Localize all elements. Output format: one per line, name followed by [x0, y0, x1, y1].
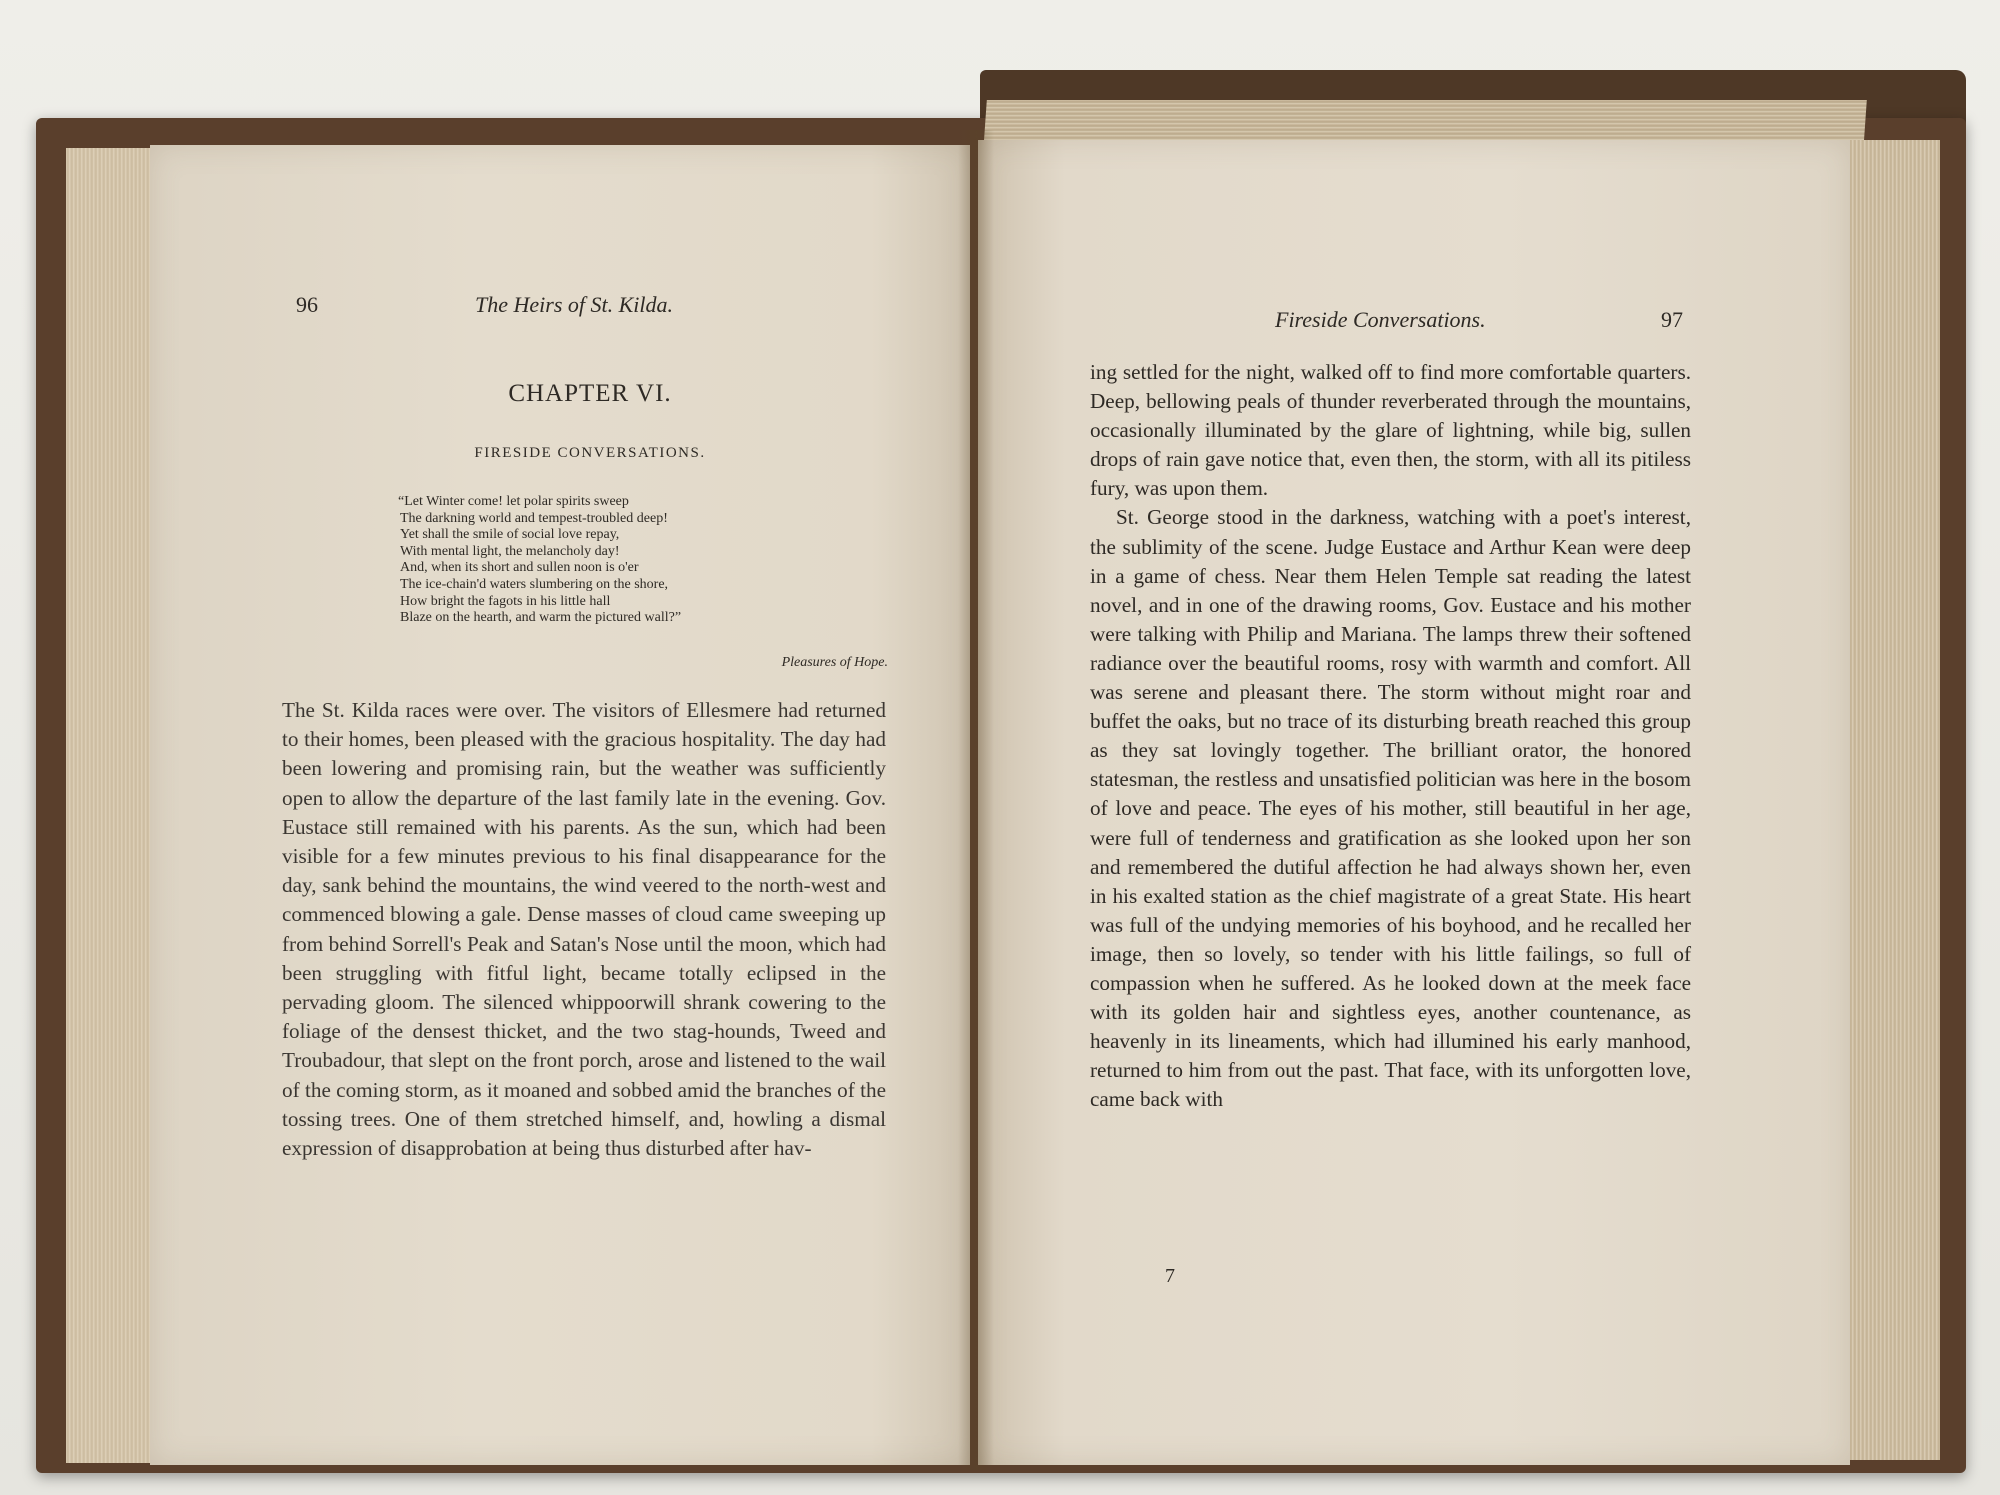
- epigraph-line: The ice-chain'd waters slumbering on the shore,: [400, 576, 669, 592]
- epigraph-line: Blaze on the hearth, and warm the pictured wall?”: [400, 610, 682, 626]
- right-page-number: 97: [1661, 307, 1683, 332]
- epigraph-line: “Let Winter come! let polar spirits sweep: [398, 494, 629, 509]
- body-paragraph: The St. Kilda races were over. The visitors of Ellesmere had returned to their homes, been pleased with the gracious hospitality. The day had been lowering and promising rain, but the weather was sufficiently open to allow the departure of the last family late in the evening. Gov. Eustace still remained with his parents. As the sun, which had been visible for a few minutes previous to his final disappearance for the day, sank behind the mountains, the wind veered to the north-west and commenced blowing a gale. Dense masses of cloud came sweeping up from behind Sorrell's Peak and Satan's Nose until the moon, which had been struggling with fitful light, became totally eclipsed in the pervading gloom. The silenced whippoorwill shrank cowering to the foliage of the densest thicket, and the two stag-hounds, Tweed and Troubadour, that slept on the front porch, arose and listened to the wail of the coming storm, as it moaned and sobbed amid the branches of the tossing trees. One of them stretched himself, and, howling a dismal expression of disapprobation at being thus disturbed after hav-: [282, 698, 886, 1161]
- epigraph-line: And, when its short and sullen noon is o'er: [400, 560, 639, 576]
- right-running-head: Fireside Conversations.: [1275, 307, 1486, 332]
- epigraph-line: Yet shall the smile of social love repay,: [400, 527, 620, 543]
- left-running-head: The Heirs of St. Kilda.: [475, 292, 674, 317]
- epigraph-line: How bright the fagots in his little hall: [400, 593, 611, 609]
- body-paragraph: ing settled for the night, walked off to find more comfortable quarters. Deep, bellowing peals of thunder reverberated through the mountains, occasionally illuminated by the glare of lightning, while big, sullen drops of rain gave notice that, even then, the storm, with all its pitiless fury, was upon them.: [1090, 360, 1691, 501]
- signature-mark: 7: [1165, 1265, 1175, 1287]
- book-gutter: [958, 130, 994, 1470]
- page-edges-left: [66, 148, 156, 1463]
- epigraph-line: The darkning world and tempest-troubled deep!: [400, 510, 668, 526]
- chapter-title: CHAPTER VI.: [508, 380, 672, 407]
- epigraph: [398, 494, 888, 627]
- body-paragraph: St. George stood in the darkness, watching with a poet's interest, the sublimity of the scene. Judge Eustace and Arthur Kean were deep in a game of chess. Near them Helen Temple sat reading the latest novel, and in one of the drawing rooms, Gov. Eustace and his mother were talking with Philip and Mariana. The lamps threw their softened radiance over the beautiful rooms, rosy with warmth and comfort. All was serene and pleasant there. The storm without might roar and buffet the oaks, but no trace of its disturbing breath reached this group as they sat lovingly together. The brilliant orator, the honored statesman, the restless and unsatisfied politician was here in the bosom of love and peace. The eyes of his mother, still beautiful in her age, were full of tenderness and gratification as she looked upon her son and remembered the dutiful affection he had always shown her, even in his exalted station as the chief magistrate of a great State. His heart was full of the undying memories of his boyhood, and he recalled her image, then so lovely, so tender with his little failings, so full of compassion when he suffered. As he looked down at the meek face with its golden hair and sightless eyes, another countenance, as heavenly in its lineaments, which had illumined his early manhood, returned to him from out the past. That face, with its unforgotten love, came back with: [1090, 505, 1691, 1112]
- page-edges-right: [1845, 140, 1940, 1460]
- left-page-number: 96: [296, 292, 318, 317]
- epigraph-source: Pleasures of Hope.: [781, 655, 888, 670]
- chapter-subtitle: FIRESIDE CONVERSATIONS.: [474, 445, 706, 461]
- right-page-body: [1090, 358, 1691, 1114]
- left-page-body: [282, 696, 886, 1163]
- epigraph-line: With mental light, the melancholy day!: [400, 543, 620, 559]
